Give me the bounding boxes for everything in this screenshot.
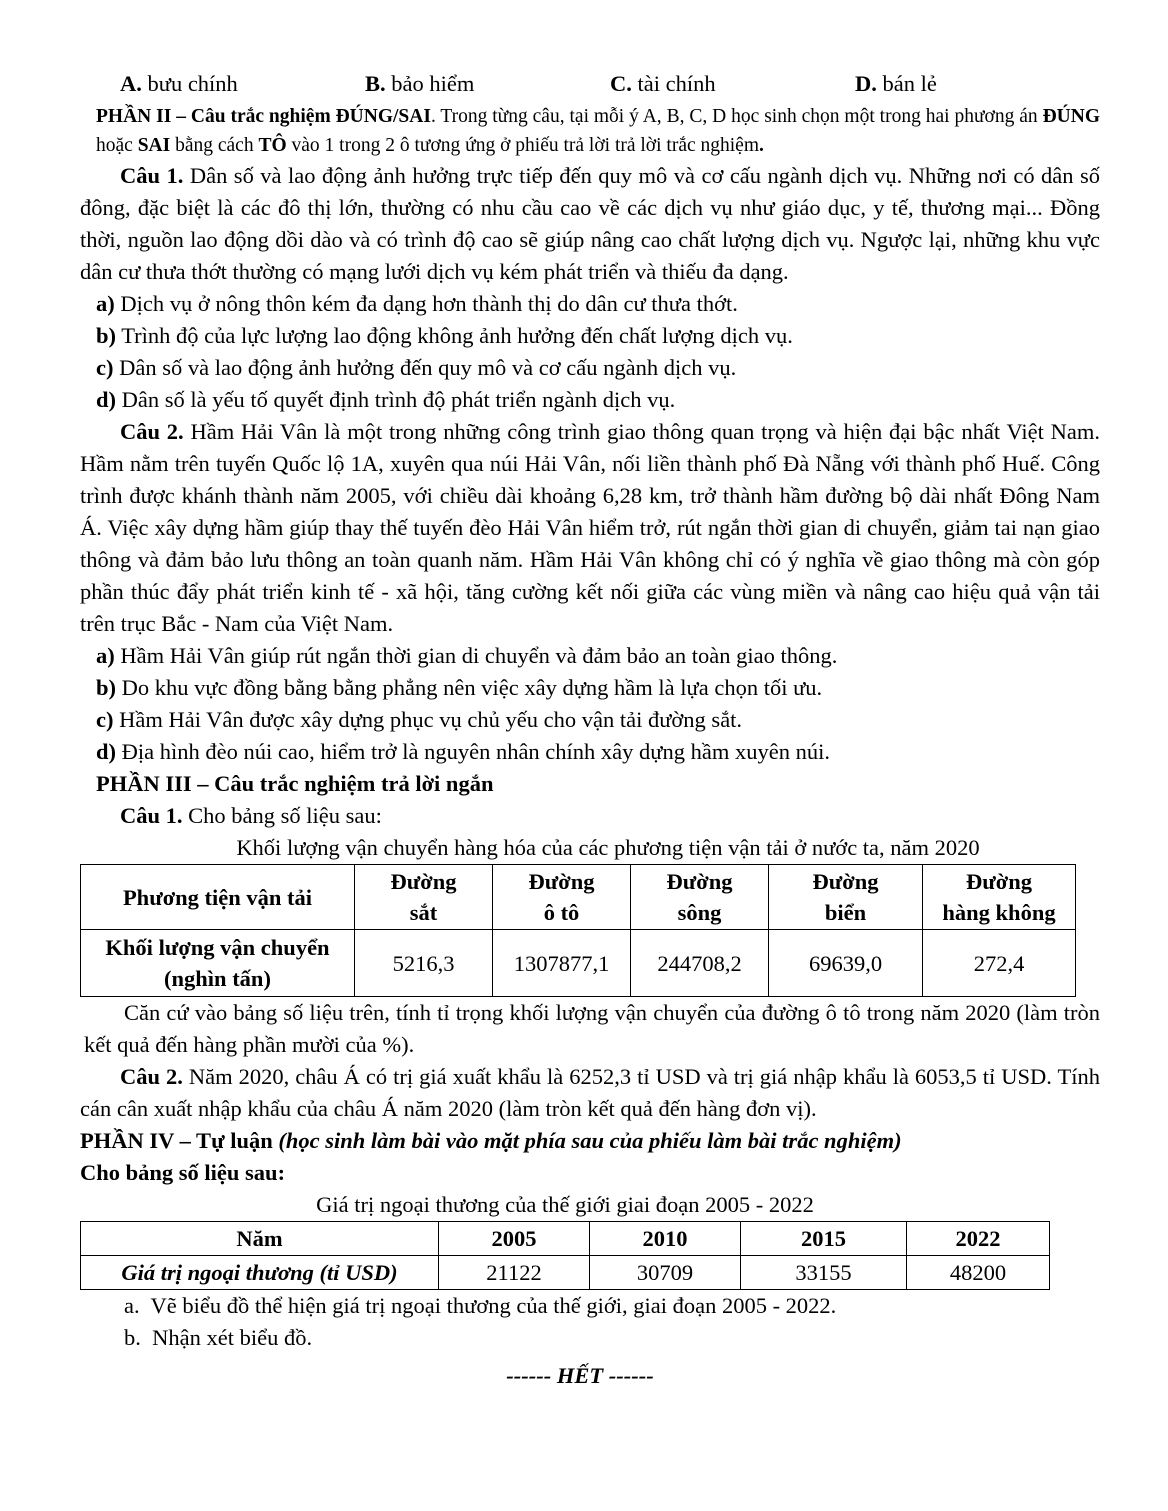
table-row [81, 1256, 1050, 1290]
end-marker: ------ HẾT ------ [506, 1363, 654, 1388]
table-header-year: 2015 [741, 1222, 907, 1256]
table-row [81, 930, 1076, 997]
table-header-road: Đường ô tô [493, 865, 631, 930]
part4-heading: PHẦN IV – Tự luận (học sinh làm bài vào mặt phía sau của phiếu làm bài trắc nghiệm) [80, 1128, 902, 1153]
part2-q1-item-d: d) Dân số là yếu tố quyết định trình độ phát triển ngành dịch vụ. [96, 387, 676, 412]
part4-task-b: b. Nhận xét biểu đồ. [124, 1325, 313, 1350]
table2-caption: Giá trị ngoại thương của thế giới giai đoạn 2005 - 2022 [316, 1192, 814, 1217]
exam-page [80, 68, 1100, 1392]
table-row-label: Khối lượng vận chuyển (nghìn tấn) [81, 930, 355, 997]
table-header-rail: Đường sắt [355, 865, 493, 930]
part2-q2-item-b: b) Do khu vực đồng bằng bằng phẳng nên việc xây dựng hầm là lựa chọn tối ưu. [96, 675, 823, 700]
option-a: A. bưu chính [120, 71, 238, 96]
option-c: C. tài chính [610, 71, 716, 96]
table-header-sea: Đường biển [769, 865, 923, 930]
transport-volume-table [80, 864, 1076, 997]
part3-question-2: Câu 2. Năm 2020, châu Á có trị giá xuất khẩu là 6252,3 tỉ USD và trị giá nhập khẩu là 6053,5 tỉ USD. Tính cán cân xuất nhập khẩu của châu Á năm 2020 (làm tròn kết quả đến hàng đơn vị). [80, 1064, 1100, 1121]
table-cell: 48200 [907, 1256, 1050, 1290]
table-cell: 33155 [741, 1256, 907, 1290]
table-cell: 69639,0 [769, 930, 923, 997]
table-cell: 244708,2 [631, 930, 769, 997]
part4-task-a: a. Vẽ biểu đồ thể hiện giá trị ngoại thương của thế giới, giai đoạn 2005 - 2022. [124, 1293, 837, 1318]
part4-intro: Cho bảng số liệu sau: [80, 1160, 286, 1185]
option-d: D. bán lẻ [855, 71, 937, 96]
table-row-label: Giá trị ngoại thương (tỉ USD) [81, 1256, 439, 1290]
table-cell: 5216,3 [355, 930, 493, 997]
table-header-row [81, 865, 1076, 930]
table1-caption: Khối lượng vận chuyển hàng hóa của các phương tiện vận tải ở nước ta, năm 2020 [236, 835, 980, 860]
table-header-year: 2022 [907, 1222, 1050, 1256]
part2-q2-item-c: c) Hầm Hải Vân được xây dựng phục vụ chủ yếu cho vận tải đường sắt. [96, 707, 743, 732]
table-header-air: Đường hàng không [923, 865, 1076, 930]
table-corner-header: Năm [81, 1222, 439, 1256]
table-corner-header: Phương tiện vận tải [81, 865, 355, 930]
option-b: B. bảo hiểm [365, 71, 475, 96]
part2-q1-item-b: b) Trình độ của lực lượng lao động không ảnh hưởng đến chất lượng dịch vụ. [96, 323, 793, 348]
part2-instructions: PHẦN II – Câu trắc nghiệm ĐÚNG/SAI. Trong từng câu, tại mỗi ý A, B, C, D học sinh chọn một trong hai phương án ĐÚNG hoặc SAI bằng cách TÔ vào 1 trong 2 ô tương ứng ở phiếu trả lời trả lời trắc nghiệm. [96, 106, 1100, 156]
part3-heading: PHẦN III – Câu trắc nghiệm trả lời ngắn [96, 771, 494, 796]
part2-q1-item-c: c) Dân số và lao động ảnh hưởng đến quy mô và cơ cấu ngành dịch vụ. [96, 355, 737, 380]
table-cell: 272,4 [923, 930, 1076, 997]
part2-question-1: Câu 1. Dân số và lao động ảnh hưởng trực tiếp đến quy mô và cơ cấu ngành dịch vụ. Những nơi có dân số đông, đặc biệt là các đô thị lớn, thường có nhu cầu cao về các dịch vụ như giáo dục, y tế, thương mại... Đồng thời, nguồn lao động dồi dào và có trình độ cao sẽ giúp nâng cao chất lượng dịch vụ. Ngược lại, những khu vực dân cư thưa thớt thường có mạng lưới dịch vụ kém phát triển và thiếu đa dạng. [80, 163, 1101, 284]
part2-question-2: Câu 2. Hầm Hải Vân là một trong những công trình giao thông quan trọng và hiện đại bậc nhất Việt Nam. Hầm nằm trên tuyến Quốc lộ 1A, xuyên qua núi Hải Vân, nối liền thành phố Đà Nẵng với thành phố Huế. Công trình được khánh thành năm 2005, với chiều dài khoảng 6,28 km, trở thành hầm đường bộ dài nhất Đông Nam Á. Việc xây dựng hầm giúp thay thế tuyến đèo Hải Vân hiểm trở, rút ngắn thời gian di chuyển, giảm tai nạn giao thông và đảm bảo lưu thông an toàn quanh năm. Hầm Hải Vân không chỉ có ý nghĩa về giao thông mà còn góp phần thúc đẩy phát triển kinh tế - xã hội, tăng cường kết nối giữa các vùng miền và nâng cao hiệu quả vận tải trên trục Bắc - Nam của Việt Nam. [80, 419, 1100, 636]
table-header-river: Đường sông [631, 865, 769, 930]
foreign-trade-table [80, 1221, 1050, 1290]
table-cell: 1307877,1 [493, 930, 631, 997]
part3-q1-task: Căn cứ vào bảng số liệu trên, tính tỉ trọng khối lượng vận chuyển của đường ô tô trong năm 2020 (làm tròn kết quả đến hàng phần mười của %). [84, 1000, 1100, 1057]
table-header-year: 2005 [439, 1222, 590, 1256]
table-header-row [81, 1222, 1050, 1256]
part2-q1-item-a: a) Dịch vụ ở nông thôn kém đa dạng hơn thành thị do dân cư thưa thớt. [96, 291, 738, 316]
table-cell: 21122 [439, 1256, 590, 1290]
answer-options [80, 68, 1100, 100]
table-header-year: 2010 [590, 1222, 741, 1256]
part3-question-1: Câu 1. Cho bảng số liệu sau: [120, 803, 382, 828]
table-cell: 30709 [590, 1256, 741, 1290]
part2-q2-item-d: d) Địa hình đèo núi cao, hiểm trở là nguyên nhân chính xây dựng hầm xuyên núi. [96, 739, 830, 764]
part2-q2-item-a: a) Hầm Hải Vân giúp rút ngắn thời gian di chuyển và đảm bảo an toàn giao thông. [96, 643, 838, 668]
